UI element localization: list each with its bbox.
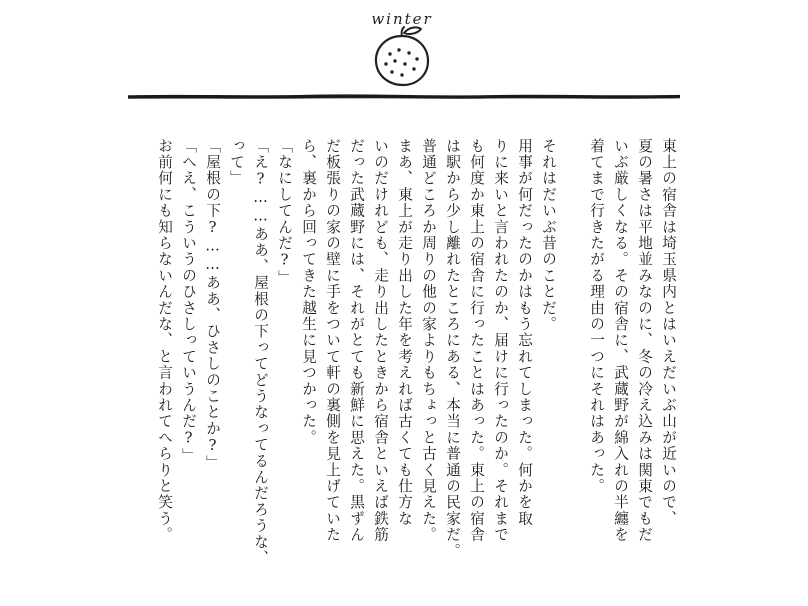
paragraph-line: りに来いと言われたのか、届けに行ったのか。それまで xyxy=(492,138,509,543)
paragraph-line: 普通どころか周りの他の家よりもちょっと古く見えた。 xyxy=(420,138,437,543)
dialogue-line: 「へえ、こういうのひさしっていうんだ?」 xyxy=(180,138,197,465)
paragraph-line: は駅から少し離れたところにある、本当に普通の民家だ。 xyxy=(444,138,461,560)
paragraph-line: いのだけれども、走り出したときから宿舎といえば鉄筋 xyxy=(372,138,389,543)
paragraph-line: 用事が何だったのかはもう忘れてしまった。何かを取 xyxy=(516,138,533,527)
season-label: winter xyxy=(371,10,433,28)
paragraph-line: 着てまで行きたがる理由の一つにそれはあった。 xyxy=(588,138,605,495)
dialogue-line: 「なにしてんだ?」 xyxy=(276,138,293,287)
paragraph-line: まあ、東上が走り出した年を考えれば古くても仕方な xyxy=(396,138,413,527)
paragraph-line: も何度か東上の宿舎に行ったことはあった。東上の宿舎 xyxy=(468,138,485,543)
dialogue-line: って」 xyxy=(228,138,245,187)
dialogue-line: お前何にも知らないんだな、と言われてへらりと笑う。 xyxy=(156,138,173,543)
paragraph-line: だ板張りの家の壁に手をついて軒の裏側を見上げていた xyxy=(324,138,341,543)
chapter-header xyxy=(0,0,808,110)
paragraph-line: 東上の宿舎は埼玉県内とはいえだいぶ山が近いので、 xyxy=(660,138,677,527)
dialogue-line: 「屋根の下?……ああ、ひさしのことか?」 xyxy=(204,138,221,472)
paragraph-line: ら、裏から回ってきた越生に見つかった。 xyxy=(300,138,317,446)
paragraph-line: だった武蔵野には、それがとても新鮮に思えた。黒ずん xyxy=(348,138,365,543)
paragraph-line: それはだいぶ昔のことだ。 xyxy=(540,138,557,333)
paragraph-line: 夏の暑さは平地並みなのに、冬の冷え込みは関東でもだ xyxy=(636,138,653,543)
mandarin-orange-icon xyxy=(362,24,442,90)
brush-divider xyxy=(128,94,680,100)
paragraph-line: いぶ厳しくなる。その宿舎に、武蔵野が綿入れの半纏を xyxy=(612,138,629,543)
vertical-text-body xyxy=(138,138,680,598)
dialogue-line: 「え?……ああ、屋根の下ってどうなってるんだろうな、 xyxy=(252,138,269,567)
